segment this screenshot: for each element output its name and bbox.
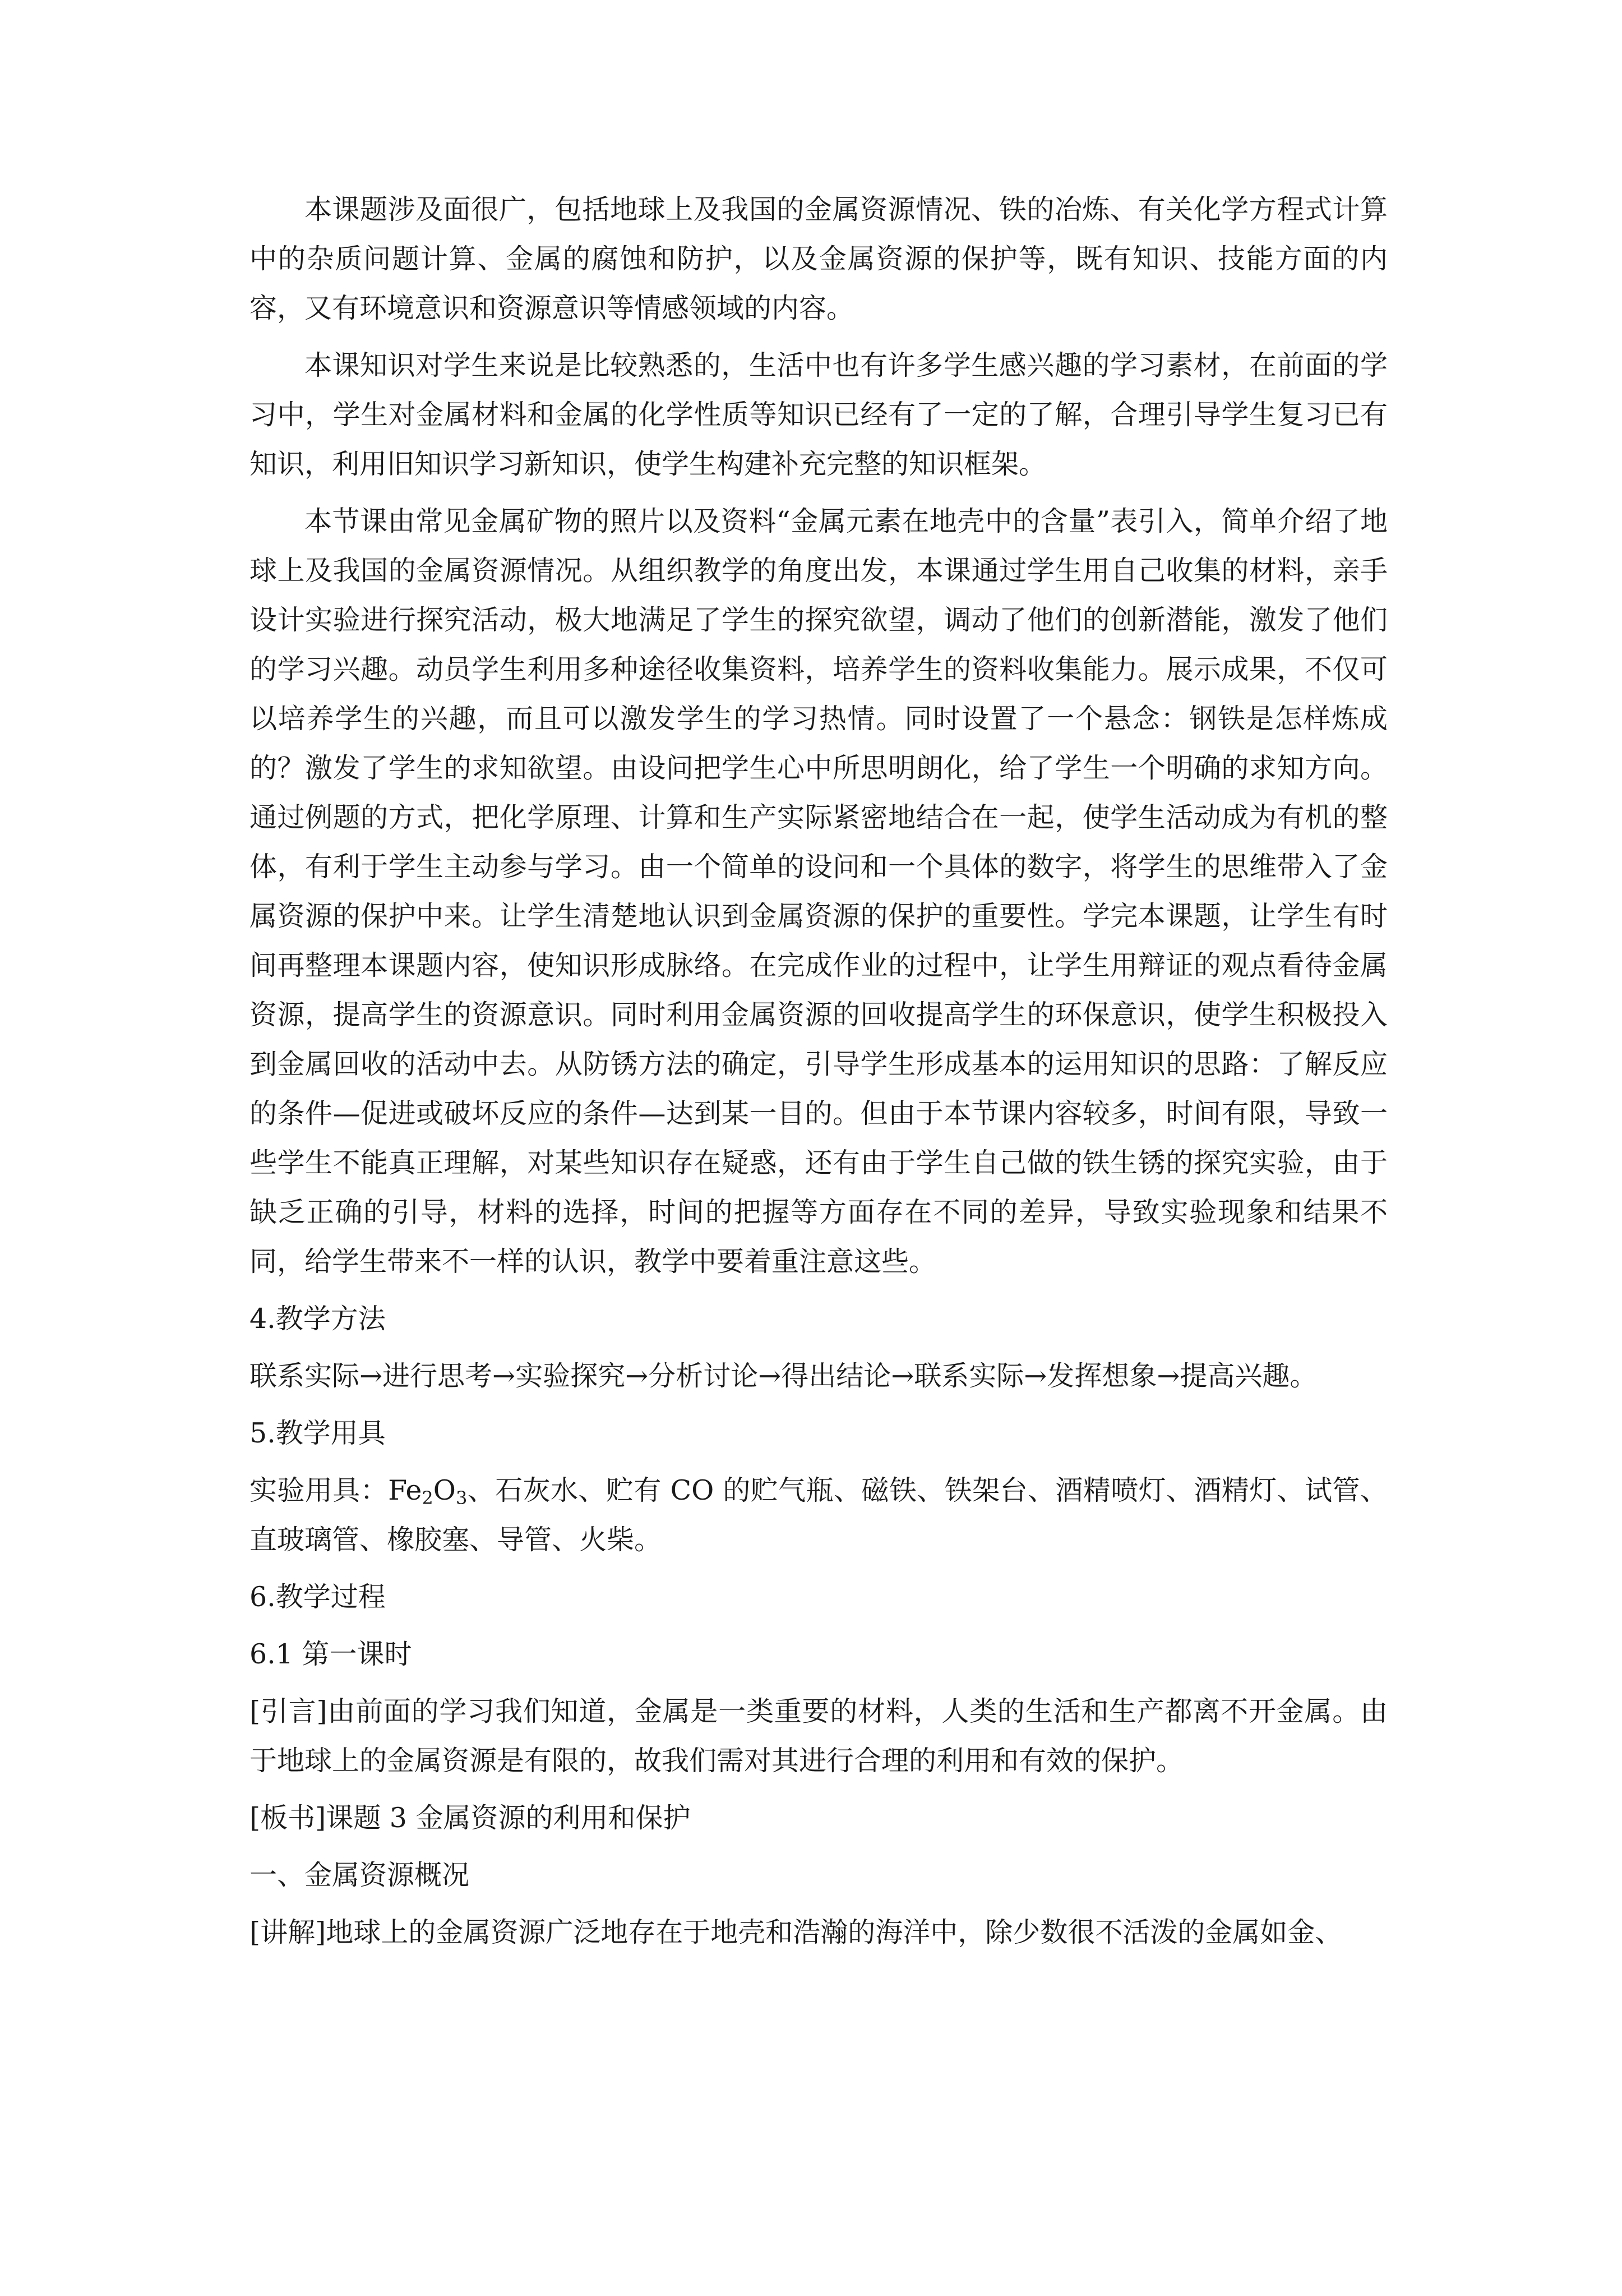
tools-rest: 、石灰水、贮有 CO 的贮气瓶、磁铁、铁架台、酒精喷灯、酒精灯、试管、直玻璃管、橡胶塞、导管、火柴。 (249, 1474, 1388, 1556)
paragraph-intro-design: 本节课由常见金属矿物的照片以及资料“金属元素在地壳中的含量”表引入，简单介绍了地球上及我国的金属资源情况。从组织教学的角度出发，本课通过学生用自己收集的材料，亲手设计实验进行探究活动，极大地满足了学生的探究欲望，调动了他们的创新潜能，激发了他们的学习兴趣。动员学生利用多种途径收集资料，培养学生的资料收集能力。展示成果，不仅可以培养学生的兴趣，而且可以激发学生的学习热情。同时设置了一个悬念：钢铁是怎样炼成的？激发了学生的求知欲望。由设问把学生心中所思明朗化，给了学生一个明确的求知方向。通过例题的方式，把化学原理、计算和生产实际紧密地结合在一起，使学生活动成为有机的整体，有利于学生主动参与学习。由一个简单的设问和一个具体的数字，将学生的思维带入了金属资源的保护中来。让学生清楚地认识到金属资源的保护的重要性。学完本课题，让学生有时间再整理本课题内容，使知识形成脉络。在完成作业的过程中，让学生用辩证的观点看待金属资源，提高学生的资源意识。同时利用金属资源的回收提高学生的环保意识，使学生积极投入到金属回收的活动中去。从防锈方法的确定，引导学生形成基本的运用知识的思路：了解反应的条件—促进或破坏反应的条件—达到某一目的。但由于本节课内容较多，时间有限，导致一些学生不能真正理解，对某些知识存在疑惑，还有由于学生自己做的铁生锈的探究实验，由于缺乏正确的引导，材料的选择，时间的把握等方面存在不同的差异，导致实验现象和结果不同，给学生带来不一样的认识，教学中要着重注意这些。 (249, 505, 1388, 1278)
paragraph-intro-familiarity: 本课知识对学生来说是比较熟悉的，生活中也有许多学生感兴趣的学习素材，在前面的学习中，学生对金属材料和金属的化学性质等知识已经有了一定的了解，合理引导学生复习已有知识，利用旧知识学习新知识，使学生构建补充完整的知识框架。 (249, 349, 1388, 480)
paragraph-explanation: [讲解]地球上的金属资源广泛地存在于地壳和浩瀚的海洋中，除少数很不活泼的金属如金、 (249, 1916, 1343, 1948)
paragraph-lesson-intro: [引言]由前面的学习我们知道，金属是一类重要的材料，人类的生活和生产都离不开金属。由于地球上的金属资源是有限的，故我们需对其进行合理的利用和有效的保护。 (249, 1695, 1388, 1777)
heading-teaching-method: 4.教学方法 (249, 1303, 386, 1335)
paragraph-intro-scope: 本课题涉及面很广，包括地球上及我国的金属资源情况、铁的冶炼、有关化学方程式计算中的杂质问题计算、金属的腐蚀和防护，以及金属资源的保护等，既有知识、技能方面的内容，又有环境意识和资源意识等情感领域的内容。 (249, 193, 1388, 324)
heading-teaching-tools: 5.教学用具 (249, 1417, 386, 1449)
paragraph-teaching-tools (249, 1466, 1388, 1565)
document-page (249, 185, 1388, 1957)
tools-prefix: 实验用具：Fe (249, 1474, 422, 1506)
paragraph-board-title: [板书]课题 3 金属资源的利用和保护 (249, 1802, 691, 1834)
paragraph-teaching-method: 联系实际→进行思考→实验探究→分析讨论→得出结论→联系实际→发挥想象→提高兴趣。 (249, 1360, 1318, 1392)
tools-oxygen: O (433, 1474, 456, 1506)
heading-metal-resources-overview: 一、金属资源概况 (249, 1859, 470, 1891)
subscript-2: 2 (422, 1487, 433, 1509)
subscript-3: 3 (455, 1487, 468, 1509)
heading-first-lesson: 6.1 第一课时 (249, 1638, 412, 1670)
heading-teaching-process: 6.教学过程 (249, 1581, 386, 1613)
